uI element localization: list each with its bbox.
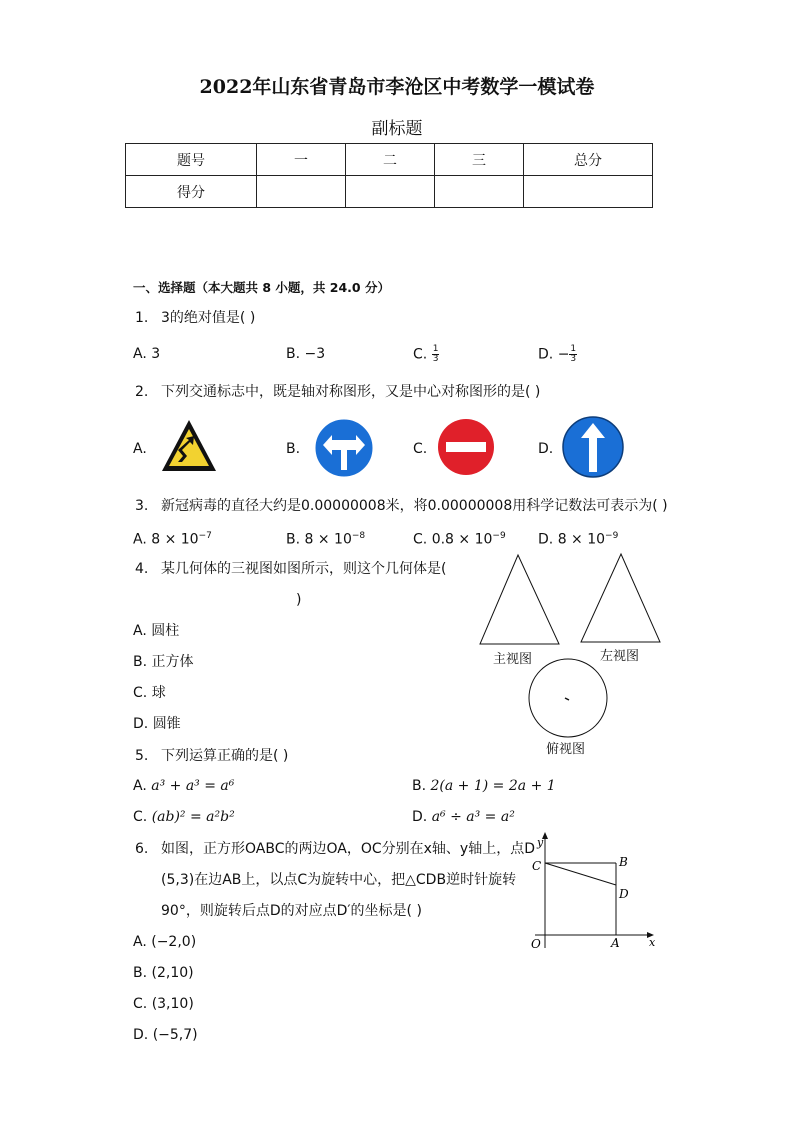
option-text: a⁶ ÷ a³ = a² (431, 809, 515, 825)
left-view-triangle (581, 554, 660, 642)
option-label: D. (538, 346, 554, 363)
q6-option-c[interactable] (133, 995, 194, 1013)
label-x: x (649, 936, 656, 949)
q4-option-a[interactable] (133, 622, 179, 640)
score-cell[interactable] (346, 176, 435, 208)
score-cell[interactable] (524, 176, 653, 208)
segment-cd (545, 863, 616, 885)
q2-stem: 下列交通标志中，既是轴对称图形，又是中心对称图形的是( ) (161, 384, 541, 400)
q4-number: 4. (135, 561, 149, 577)
top-view-circle (529, 659, 607, 737)
exam-title: 2022年山东省青岛市李沧区中考数学一模试卷 (199, 76, 595, 98)
section-heading: 一、选择题（本大题共 8 小题，共 24.0 分） (133, 280, 390, 295)
q1-option-c[interactable] (413, 345, 439, 364)
q3-stem: 新冠病毒的直径大约是0.00000008米，将0.00000008用科学记数法可表示为( ) (161, 498, 668, 514)
q2-option-a-label[interactable]: A. (133, 441, 147, 457)
option-text: (−5,7) (152, 1027, 198, 1043)
option-label: D. (412, 809, 428, 825)
q6-option-d[interactable] (133, 1026, 198, 1044)
no-entry-sign-icon[interactable] (437, 418, 495, 476)
option-text: (2,10) (151, 965, 194, 981)
q6-option-a[interactable] (133, 933, 196, 951)
q3-option-c[interactable] (413, 527, 506, 549)
score-table-score-row (126, 176, 653, 208)
q5-option-b[interactable] (412, 777, 556, 795)
front-view-caption: 主视图 (493, 652, 533, 667)
option-label: B. (286, 531, 301, 548)
q5-option-c[interactable] (133, 808, 235, 826)
score-header-cell: 二 (346, 144, 435, 176)
option-exponent: −8 (351, 531, 366, 541)
option-label: C. (133, 996, 148, 1012)
option-label: B. (133, 965, 148, 981)
option-text: 圆锥 (152, 716, 181, 732)
option-label: A. (133, 346, 147, 362)
option-exponent: −7 (198, 531, 212, 541)
q5-stem: 下列运算正确的是( ) (161, 748, 289, 764)
score-cell[interactable] (257, 176, 346, 208)
warning-road-sign-icon[interactable] (160, 418, 218, 474)
score-header-cell: 题号 (126, 144, 257, 176)
q5-option-a[interactable] (133, 777, 234, 795)
option-label: D. (133, 1027, 149, 1043)
option-text: 球 (151, 685, 166, 701)
left-view-caption: 左视图 (600, 649, 640, 664)
q6-stem-line1: 如图，正方形OABC的两边OA，OC分别在x轴、y轴上，点D (161, 841, 535, 857)
q4-option-c[interactable] (133, 684, 166, 702)
option-text: 正方体 (151, 654, 194, 670)
option-label: A. (133, 934, 147, 950)
option-text: −3 (304, 346, 326, 362)
q5-number: 5. (135, 748, 149, 764)
q2-option-d-label[interactable]: D. (538, 441, 554, 457)
q3-option-b[interactable] (286, 527, 365, 549)
score-header-cell: 总分 (524, 144, 653, 176)
score-header-cell: 一 (257, 144, 346, 176)
option-base: 8 × 10 (151, 531, 199, 548)
option-exponent: −9 (492, 531, 506, 541)
q1-number: 1. (135, 310, 149, 326)
option-text: 3 (151, 346, 161, 362)
option-text: (3,10) (151, 996, 194, 1012)
left-right-turn-sign-icon[interactable] (314, 418, 374, 478)
straight-ahead-sign-icon[interactable] (562, 416, 624, 478)
score-table-header-row (126, 144, 653, 176)
option-text: 圆柱 (151, 623, 180, 639)
q2-option-c-label[interactable]: C. (413, 441, 428, 457)
q1-stem: 3的绝对值是( ) (161, 310, 256, 326)
q1-option-a[interactable] (133, 345, 160, 363)
front-view-triangle (480, 555, 559, 644)
minus-sign: − (557, 346, 570, 363)
label-a: A (611, 936, 620, 950)
top-view-center-dot (565, 698, 569, 700)
option-label: B. (286, 346, 301, 362)
option-base: 0.8 × 10 (431, 531, 493, 548)
option-label: D. (538, 531, 554, 548)
fraction: $\frac{1}{3}$ (432, 344, 439, 364)
option-label: C. (133, 685, 148, 701)
option-label: C. (133, 809, 148, 825)
q2-option-b-label[interactable]: B. (286, 441, 301, 457)
exam-subtitle: 副标题 (371, 119, 423, 139)
score-table (125, 143, 653, 208)
option-exponent: −9 (605, 531, 619, 541)
label-c: C (532, 859, 542, 873)
label-o: O (531, 937, 541, 951)
q4-option-d[interactable] (133, 715, 181, 733)
option-label: B. (412, 778, 427, 794)
option-label: A. (133, 778, 147, 794)
option-label: C. (413, 531, 428, 548)
option-base: 8 × 10 (304, 531, 352, 548)
q3-option-d[interactable] (538, 527, 618, 549)
score-row-label: 得分 (126, 176, 257, 208)
q4-stem-end: ) (296, 592, 302, 608)
option-text: a³ + a³ = a⁶ (151, 778, 235, 794)
score-header-cell: 三 (435, 144, 524, 176)
q3-number: 3. (135, 498, 149, 514)
q4-option-b[interactable] (133, 653, 194, 671)
q1-option-b[interactable] (286, 345, 325, 363)
option-label: B. (133, 654, 148, 670)
fraction: $\frac{1}{3}$ (570, 344, 577, 364)
q6-stem-line3: 90°，则旋转后点D的对应点D′的坐标是( ) (161, 903, 422, 919)
q2-number: 2. (135, 384, 149, 400)
option-base: 8 × 10 (557, 531, 606, 548)
option-label: C. (413, 346, 428, 363)
option-label: A. (133, 531, 147, 548)
q4-stem: 某几何体的三视图如图所示，则这个几何体是( (161, 561, 447, 577)
q6-number: 6. (135, 841, 149, 857)
label-d: D (619, 887, 629, 901)
option-text: (−2,0) (151, 934, 197, 950)
score-cell[interactable] (435, 176, 524, 208)
option-label: D. (133, 716, 149, 732)
top-view-caption: 俯视图 (546, 742, 586, 757)
q6-stem-line2: (5,3)在边AB上，以点C为旋转中心，把△CDB逆时针旋转 (161, 872, 517, 888)
q6-option-b[interactable] (133, 964, 194, 982)
q1-option-d[interactable] (538, 345, 577, 364)
label-y: y (537, 836, 544, 849)
q5-option-d[interactable] (412, 808, 515, 826)
q3-option-a[interactable] (133, 527, 212, 549)
label-b: B (619, 855, 628, 869)
option-label: A. (133, 623, 147, 639)
square-coordinate-figure (525, 830, 665, 955)
option-text: (ab)² = a²b² (151, 809, 235, 825)
option-text: 2(a + 1) = 2a + 1 (430, 778, 556, 794)
